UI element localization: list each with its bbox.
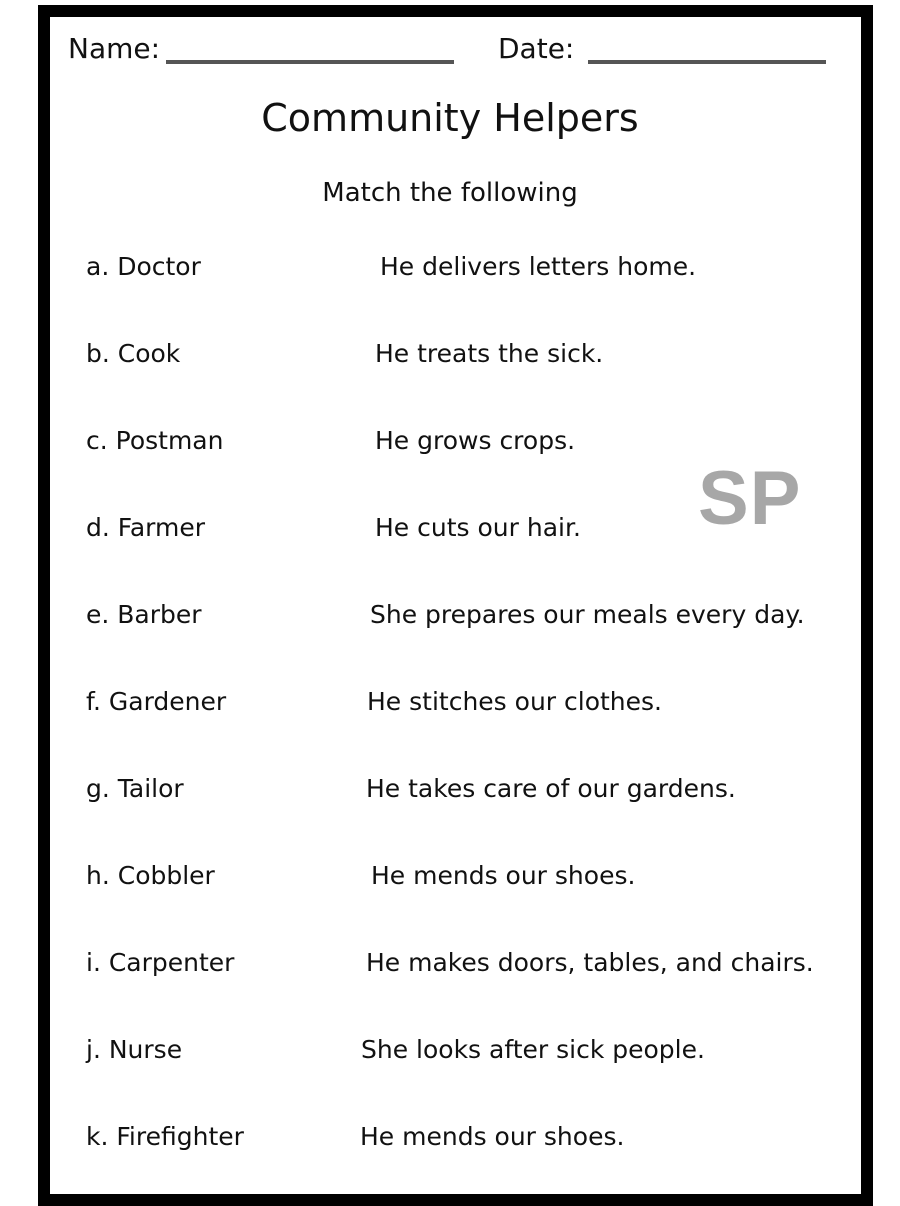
description-item: He makes doors, tables, and chairs. xyxy=(366,948,814,977)
description-item: She prepares our meals every day. xyxy=(370,600,805,629)
helper-item: e. Barber xyxy=(86,600,202,629)
description-item: He delivers letters home. xyxy=(380,252,697,281)
helper-item: d. Farmer xyxy=(86,513,206,542)
date-line xyxy=(588,60,826,64)
page-title: Community Helpers xyxy=(261,96,639,140)
name-line xyxy=(166,60,454,64)
description-item: He cuts our hair. xyxy=(375,513,581,542)
name-label: Name: xyxy=(68,32,161,65)
helper-item: b. Cook xyxy=(86,339,181,368)
description-item: He stitches our clothes. xyxy=(367,687,662,716)
helper-item: k. Firefighter xyxy=(86,1122,244,1151)
helper-item: i. Carpenter xyxy=(86,948,235,977)
helper-item: a. Doctor xyxy=(86,252,201,281)
helper-item: c. Postman xyxy=(86,426,224,455)
description-item: He mends our shoes. xyxy=(371,861,636,890)
description-item: He takes care of our gardens. xyxy=(366,774,736,803)
description-item: He grows crops. xyxy=(375,426,576,455)
description-item: She looks after sick people. xyxy=(361,1035,705,1064)
instructions: Match the following xyxy=(322,178,578,208)
date-label: Date: xyxy=(498,32,575,65)
watermark: SP xyxy=(698,456,802,541)
helper-item: h. Cobbler xyxy=(86,861,215,890)
description-item: He mends our shoes. xyxy=(360,1122,625,1151)
helper-item: f. Gardener xyxy=(86,687,227,716)
description-item: He treats the sick. xyxy=(375,339,604,368)
helper-item: j. Nurse xyxy=(86,1035,183,1064)
helper-item: g. Tailor xyxy=(86,774,184,803)
